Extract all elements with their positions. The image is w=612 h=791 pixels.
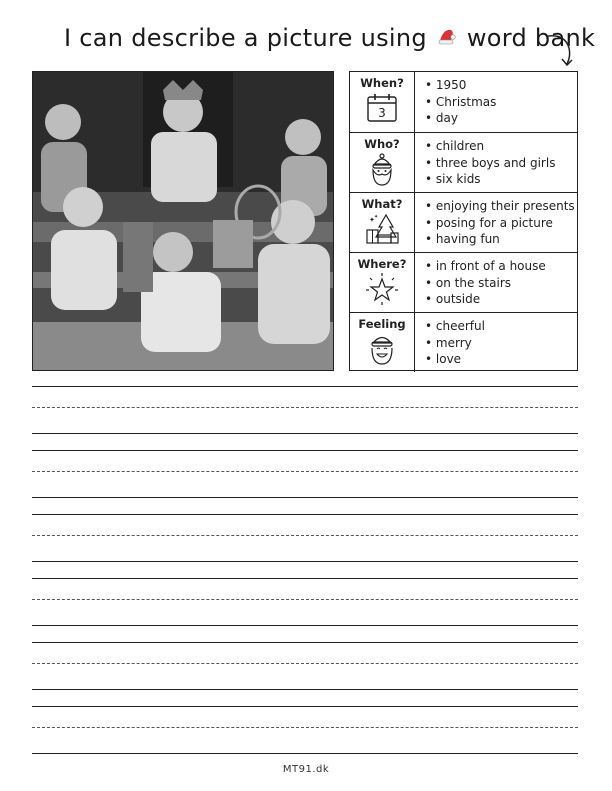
word-item: • cheerful: [425, 318, 485, 335]
writing-line-base: [32, 753, 578, 754]
writing-line-top: [32, 642, 578, 643]
star-icon: [365, 273, 399, 305]
gifts-icon: [364, 213, 400, 245]
word-bank-row-feeling: [350, 312, 577, 372]
writing-line-mid: [32, 599, 578, 600]
santa-hat-icon: [437, 20, 457, 42]
vintage-photo: [32, 71, 334, 371]
svg-text:✦: ✦: [374, 214, 379, 220]
word-item: • on the stairs: [425, 275, 546, 292]
word-item: • day: [425, 110, 496, 127]
writing-lines[interactable]: [32, 386, 578, 758]
word-bank-row-who: [350, 132, 577, 192]
word-list: [425, 77, 496, 127]
writing-line-mid: [32, 663, 578, 664]
word-item: • posing for a picture: [425, 215, 575, 232]
category-label: When?: [360, 76, 404, 90]
writing-line-mid: [32, 535, 578, 536]
word-bank-table: [349, 71, 578, 371]
word-list: [425, 318, 485, 368]
word-item: • outside: [425, 291, 546, 308]
writing-line-base: [32, 561, 578, 562]
writing-line-mid: [32, 727, 578, 728]
category-label: What?: [361, 197, 403, 211]
word-item: • 1950: [425, 77, 496, 94]
writing-line-base: [32, 625, 578, 626]
happy-santa-face-icon: [365, 333, 399, 365]
category-label: Who?: [364, 137, 400, 151]
word-item: • in front of a house: [425, 258, 546, 275]
word-item: • six kids: [425, 171, 555, 188]
title-text-start: I can describe a picture using: [64, 24, 427, 52]
title-text-end: word bank: [466, 24, 596, 52]
writing-line-top: [32, 578, 578, 579]
word-list: [425, 198, 575, 248]
word-item: • love: [425, 351, 485, 368]
word-list: [425, 258, 546, 308]
word-item: • children: [425, 138, 555, 155]
writing-line-top: [32, 450, 578, 451]
writing-line-base: [32, 689, 578, 690]
category-cell: [350, 253, 415, 312]
word-bank-row-when: [350, 72, 577, 132]
word-list: [425, 138, 555, 188]
svg-text:✦: ✦: [369, 216, 375, 224]
word-item: • merry: [425, 335, 485, 352]
page-title: [64, 18, 596, 58]
calendar-icon: [365, 92, 399, 122]
footer-credit: MT91.dk: [282, 764, 330, 775]
writing-line-base: [32, 497, 578, 498]
category-cell: [350, 133, 415, 192]
writing-line-top: [32, 706, 578, 707]
category-label: Feeling: [358, 317, 406, 331]
category-cell: [350, 72, 415, 132]
word-item: • enjoying their presents: [425, 198, 575, 215]
writing-line-top: [32, 514, 578, 515]
word-bank-row-where: [350, 252, 577, 312]
calendar-day: 3: [378, 106, 386, 120]
writing-line-mid: [32, 471, 578, 472]
curved-arrow-icon: [545, 26, 577, 72]
category-label: Where?: [357, 257, 407, 271]
word-item: • having fun: [425, 231, 575, 248]
word-item: • three boys and girls: [425, 155, 555, 172]
writing-line-mid: [32, 407, 578, 408]
writing-line-top: [32, 386, 578, 387]
category-cell: [350, 313, 415, 372]
word-bank-row-what: [350, 192, 577, 252]
word-item: • Christmas: [425, 94, 496, 111]
writing-line-base: [32, 433, 578, 434]
category-cell: [350, 193, 415, 252]
santa-icon: [365, 153, 399, 187]
